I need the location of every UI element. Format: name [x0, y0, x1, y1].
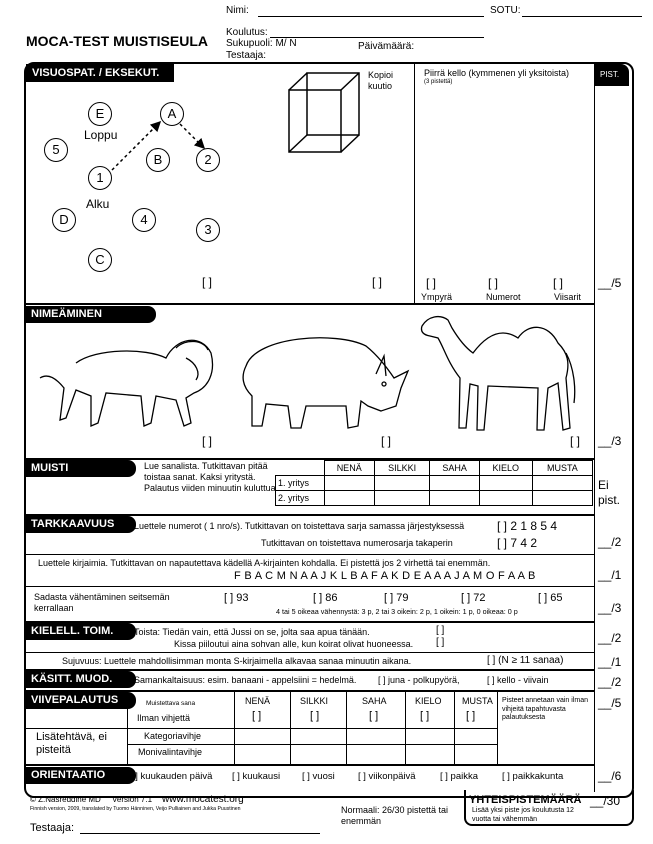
recall-checkbox-2[interactable]: [ ] — [310, 710, 320, 722]
memory-trial-1: 1. yritys — [276, 476, 325, 491]
footer-normal: Normaali: 26/30 pistettä tai enemmän — [341, 805, 449, 826]
serial-72[interactable]: [ ] 72 — [461, 592, 486, 604]
memory-grid — [275, 460, 593, 506]
trail-node-c: C — [88, 248, 112, 272]
orientation-city[interactable]: [ ] paikkakunta — [502, 771, 564, 782]
memory-word-3: SAHA — [430, 461, 480, 476]
footer-version: Version 7.1 — [112, 795, 153, 804]
naming-divider — [26, 303, 594, 305]
memory-score: Ei pist. — [598, 478, 621, 507]
recall-col-4 — [405, 692, 406, 764]
clock-item-contour: Ympyrä — [421, 292, 453, 302]
fluency-score[interactable]: __/1 — [598, 655, 622, 669]
recall-word-2: SILKKI — [300, 696, 329, 706]
education-field[interactable] — [270, 37, 484, 38]
serial-divider — [26, 586, 594, 587]
language-title: KIELELL. TOIM. — [26, 623, 136, 640]
repeat-checkbox-2[interactable]: [ ] — [436, 637, 445, 648]
recall-checkbox-4[interactable]: [ ] — [420, 710, 430, 722]
digits-backward-text: Tutkittavan on toistettava numerosarja takaperin — [261, 538, 453, 548]
serial-scoring: 4 tai 5 oikeaa vähennystä: 3 p, 2 tai 3 oikein: 2 p, 1 oikein: 1 p, 0 oikeaa: 0 p — [276, 607, 518, 616]
cube-label: Kopioi kuutio — [368, 70, 394, 91]
recall-checkbox-5[interactable]: [ ] — [466, 710, 476, 722]
serial-79[interactable]: [ ] 79 — [384, 592, 409, 604]
recall-optional-top — [26, 728, 127, 729]
serial-93[interactable]: [ ] 93 — [224, 592, 249, 604]
recall-title: VIIVEPALAUTUS — [26, 692, 136, 709]
sotu-label: SOTU: — [490, 5, 521, 16]
serial-65[interactable]: [ ] 65 — [538, 592, 563, 604]
recall-row-multiple: Monivalintavihje — [138, 747, 203, 757]
digits-score[interactable]: __/2 — [598, 535, 622, 549]
total-note: Lisää yksi piste jos koulutusta 12 vuotta tai vähemmän — [472, 807, 574, 823]
orientation-divider — [26, 764, 594, 766]
sex-label: Sukupuoli: M/ N — [226, 38, 297, 49]
abstraction-item-2[interactable]: [ ] kello - viivain — [487, 675, 549, 685]
cube-checkbox[interactable]: [ ] — [372, 275, 383, 289]
digits-backward[interactable]: [ ] 7 4 2 — [497, 536, 538, 550]
lion-drawing — [36, 318, 216, 433]
serial-score[interactable]: __/3 — [598, 601, 622, 615]
abstraction-text: Samankaltaisuus: esim. banaani - appelsiini = hedelmä. — [134, 675, 357, 685]
clock-checkbox-contour[interactable]: [ ] — [426, 276, 437, 290]
memory-word-1: NENÄ — [324, 461, 374, 476]
orientation-title: ORIENTAATIO — [26, 767, 136, 784]
orientation-year[interactable]: [ ] vuosi — [302, 771, 335, 782]
abstraction-score[interactable]: __/2 — [598, 675, 622, 689]
letters-text: Luettele kirjaimia. Tutkittavan on napautettava kädellä A-kirjainten kohdalla. Ei pistettä jos 2 virhettä tai enemmän. — [38, 558, 491, 568]
footer-examiner-label: Testaaja: — [30, 822, 75, 834]
education-label: Koulutus: — [226, 27, 268, 38]
fluency-divider — [26, 652, 594, 653]
letters-sequence: F B A C M N A A J K L B A F A K D E A A A J A M O F A A B — [234, 570, 536, 582]
trail-node-d: D — [52, 208, 76, 232]
trail-node-e: E — [88, 102, 112, 126]
sotu-field[interactable] — [522, 16, 642, 17]
trail-node-b: B — [146, 148, 170, 172]
trail-node-5: 5 — [44, 138, 68, 162]
serial-86[interactable]: [ ] 86 — [313, 592, 338, 604]
recall-row-category: Kategoriavihje — [144, 731, 202, 741]
trail-node-2: 2 — [196, 148, 220, 172]
clock-divider — [414, 64, 415, 304]
orientation-date[interactable]: [ ] kuukauden päivä — [130, 771, 213, 782]
footer-examiner-field[interactable] — [80, 833, 320, 834]
clock-checkbox-numbers[interactable]: [ ] — [488, 276, 499, 290]
attention-title: TARKKAAVUUS — [26, 516, 136, 533]
recall-row-line-1 — [127, 728, 497, 729]
letters-score[interactable]: __/1 — [598, 568, 622, 582]
memory-trial-2: 2. yritys — [276, 491, 325, 506]
orientation-score[interactable]: __/6 — [598, 769, 622, 783]
cube-drawing — [285, 70, 365, 160]
orientation-month[interactable]: [ ] kuukausi — [232, 771, 281, 782]
camel-drawing — [418, 308, 588, 438]
trail-checkbox[interactable]: [ ] — [202, 275, 213, 289]
memory-word-2: SILKKI — [374, 461, 429, 476]
naming-title: NIMEÄMINEN — [26, 306, 156, 323]
camel-checkbox[interactable]: [ ] — [570, 434, 581, 448]
footer-copyright: © Z.Nasreddine MD — [30, 795, 101, 804]
clock-item-numbers: Numerot — [486, 292, 521, 302]
abstraction-title: KÄSITT. MUOD. — [26, 671, 136, 688]
trail-node-4: 4 — [132, 208, 156, 232]
recall-col-6 — [497, 692, 498, 764]
trail-end-label: Loppu — [84, 128, 118, 142]
trail-node-1: 1 — [88, 166, 112, 190]
recall-row-no-cue: Ilman vihjettä — [137, 713, 191, 723]
recall-word-1: NENÄ — [245, 696, 271, 706]
memory-word-4: KIELO — [479, 461, 532, 476]
recall-note: Pisteet annetaan vain ilman vihjeitä tapahtuvasta palautuksesta — [502, 697, 588, 721]
footer-finnish: Finnish version, 2009, translated by Tuomo Hänninen, Veijo Pulliainen and Jukka Puustinen — [30, 806, 241, 812]
visuospatial-score[interactable]: __/5 — [598, 276, 622, 290]
score-column-title: PIST. — [600, 70, 620, 79]
score-column-divider — [594, 64, 595, 792]
clock-item-hands: Viisarit — [554, 292, 581, 302]
memory-title: MUISTI — [26, 460, 136, 477]
recall-optional-label: Lisätehtävä, ei pisteitä — [36, 731, 107, 756]
serial-text: Sadasta vähentäminen seitsemän kerrallaan — [34, 592, 170, 613]
total-score[interactable]: __/30 — [590, 794, 621, 808]
recall-word-4: KIELO — [415, 696, 442, 706]
rhino-drawing — [236, 326, 416, 436]
recall-col-1 — [234, 692, 235, 764]
repeat-checkbox-1[interactable]: [ ] — [436, 625, 445, 636]
trail-node-a: A — [160, 102, 184, 126]
date-label: Päivämäärä: — [358, 41, 415, 52]
trail-example-arrows — [0, 0, 300, 300]
trail-node-3: 3 — [196, 218, 220, 242]
digits-forward[interactable]: [ ] 2 1 8 5 4 — [497, 519, 558, 533]
clock-title: Piirrä kello (kymmenen yli yksitoista) — [424, 68, 570, 78]
abstraction-item-1[interactable]: [ ] juna - polkupyörä, — [378, 675, 460, 685]
recall-col-3 — [346, 692, 347, 764]
repeat-sentence-2: Kissa piiloutui aina sohvan alle, kun koirat olivat huoneessa. — [174, 639, 414, 649]
clock-checkbox-hands[interactable]: [ ] — [553, 276, 564, 290]
rhino-checkbox[interactable]: [ ] — [381, 434, 392, 448]
recall-row-line-2 — [127, 744, 497, 745]
recall-label-divider — [127, 692, 128, 764]
recall-checkbox-3[interactable]: [ ] — [369, 710, 379, 722]
clock-points: (3 pistettä) — [424, 79, 453, 85]
naming-score[interactable]: __/3 — [598, 434, 622, 448]
memory-word-5: MUSTA — [532, 461, 592, 476]
recall-col-5 — [454, 692, 455, 764]
footer-url: www.mocatest.org — [162, 794, 244, 805]
page-title: MOCA-TEST MUISTISEULA — [26, 33, 208, 49]
recall-checkbox-1[interactable]: [ ] — [252, 710, 262, 722]
recall-col-2 — [290, 692, 291, 764]
visuospatial-title: VISUOSPAT. / EKSEKUT. — [32, 67, 160, 79]
name-label: Nimi: — [226, 5, 249, 16]
digits-forward-text: Luettele numerot ( 1 nro/s). Tutkittavan on toistettava sarja samassa järjestyksessä — [134, 521, 465, 531]
recall-col-header: Muistettava sana — [146, 700, 196, 707]
repeat-sentence-1: Toista: Tiedän vain, että Jussi on se, jolta saa apua tänään. — [134, 627, 370, 637]
recall-word-5: MUSTA — [462, 696, 493, 706]
recall-word-3: SAHA — [362, 696, 387, 706]
memory-instructions: Lue sanalista. Tutkittavan pitää toistaa sanat. Kaksi yritystä. Palautus viiden minuutin kuluttua — [144, 461, 276, 493]
fluency-box[interactable]: [ ] (N ≥ 11 sanaa) — [487, 655, 564, 666]
examiner-label-header: Testaaja: — [226, 50, 267, 61]
lion-checkbox[interactable]: [ ] — [202, 434, 213, 448]
orientation-weekday[interactable]: [ ] viikonpäivä — [358, 771, 416, 782]
letters-divider — [26, 554, 594, 555]
orientation-place[interactable]: [ ] paikka — [440, 771, 479, 782]
repeat-score[interactable]: __/2 — [598, 631, 622, 645]
trail-start-label: Alku — [86, 197, 110, 211]
fluency-text: Sujuvuus: Luettele mahdollisimman monta S-kirjaimella alkavaa sanaa minuutin aikana. — [62, 656, 412, 666]
recall-score[interactable]: __/5 — [598, 696, 622, 710]
total-label: YHTEISPISTEMÄÄRÄ — [469, 794, 582, 806]
